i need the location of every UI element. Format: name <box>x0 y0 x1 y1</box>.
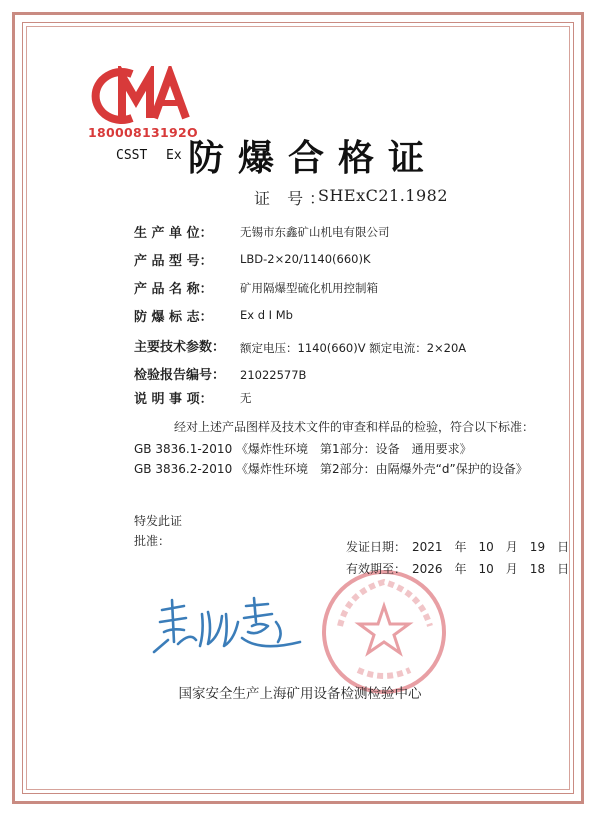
standard-item-1: GB 3836.1-2010 《爆炸性环境 第1部分：设备 通用要求》 <box>134 442 472 456</box>
standard-item-2: GB 3836.2-2010 《爆炸性环境 第2部分：由隔爆外壳“d”保护的设备》 <box>134 462 528 476</box>
issue-date: 发证日期： 2021 年 10 月 19 日 <box>346 540 570 554</box>
ex-mark: Ex <box>166 148 182 163</box>
field-value-product-name: 矿用隔爆型硫化机用控制箱 <box>240 281 378 295</box>
certificate-title: 防爆合格证 <box>188 137 439 179</box>
standards-intro: 经对上述产品图样及技术文件的审查和样品的检验，符合以下标准： <box>174 420 535 434</box>
field-label-model: 产 品 型 号： <box>134 254 213 269</box>
special-issue-text: 特发此证 <box>134 514 183 528</box>
handwritten-signature <box>150 592 310 656</box>
field-value-tech-params: 额定电压：1140(660)V 额定电流：2×20A <box>240 341 467 355</box>
field-label-report-no: 检验报告编号： <box>134 368 226 383</box>
field-value-notes: 无 <box>240 391 252 405</box>
field-value-report-no: 21022577B <box>240 368 307 382</box>
issuing-authority: 国家安全生产上海矿用设备检测检验中心 <box>178 686 422 702</box>
field-value-manufacturer: 无锡市东鑫矿山机电有限公司 <box>240 225 390 239</box>
approve-label: 批准： <box>134 534 171 548</box>
cert-no-label: 证 号： <box>254 189 332 208</box>
field-label-notes: 说 明 事 项： <box>134 392 213 407</box>
valid-until-date: 有效期至： 2026 年 10 月 18 日 <box>346 562 570 576</box>
csst-mark: CSST <box>116 148 148 163</box>
field-value-model: LBD-2×20/1140(660)K <box>240 252 371 266</box>
cert-no-value: SHExC21.1982 <box>318 186 449 205</box>
field-label-ex-mark: 防 爆 标 志： <box>134 310 213 325</box>
field-label-manufacturer: 生 产 单 位： <box>134 226 213 241</box>
official-seal <box>318 566 450 698</box>
cma-logo <box>88 66 192 126</box>
logo-phone: 18000813192O <box>88 125 198 140</box>
field-label-tech-params: 主要技术参数： <box>134 340 226 355</box>
field-value-ex-mark: Ex d Ⅰ Mb <box>240 308 293 322</box>
field-label-product-name: 产 品 名 称： <box>134 282 213 297</box>
